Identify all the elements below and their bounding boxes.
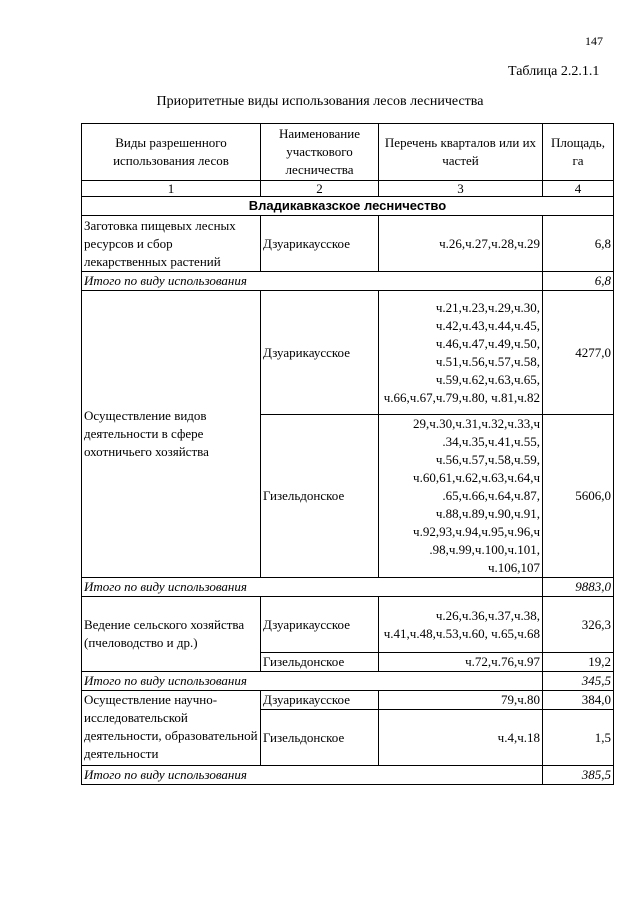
quarters-cell: ч.4,ч.18 (379, 710, 543, 766)
table-row (82, 691, 614, 710)
forest-use-table (81, 123, 614, 785)
total-value: 6,8 (543, 272, 614, 291)
quarters-cell: ч.21,ч.23,ч.29,ч.30, ч.42,ч.43,ч.44,ч.45, ч.46,ч.47,ч.49,ч.50, ч.51,ч.56,ч.57,ч.58, ч.59,ч.62,ч.63,ч.65, ч.66,ч.67,ч.79,ч.80, ч.81,ч.82 (379, 291, 543, 415)
table-row (82, 216, 614, 272)
area-cell: 1,5 (543, 710, 614, 766)
total-value: 385,5 (543, 766, 614, 785)
table-title: Приоритетные виды использования лесов лесничества (156, 94, 484, 109)
table-label: Таблица 2.2.1.1 (508, 64, 600, 79)
total-label: Итого по виду использования (82, 766, 543, 785)
header-quarters: Перечень кварталов или их частей (379, 124, 543, 181)
total-row (82, 766, 614, 785)
total-label: Итого по виду использования (82, 272, 543, 291)
forestry-cell: Гизельдонское (261, 653, 379, 672)
area-cell: 6,8 (543, 216, 614, 272)
total-row (82, 672, 614, 691)
forestry-cell: Гизельдонское (261, 415, 379, 578)
total-label: Итого по виду использования (82, 672, 543, 691)
quarters-cell: ч.26,ч.27,ч.28,ч.29 (379, 216, 543, 272)
total-row (82, 578, 614, 597)
table-row (82, 291, 614, 415)
area-cell: 4277,0 (543, 291, 614, 415)
column-number: 3 (379, 181, 543, 197)
area-cell: 384,0 (543, 691, 614, 710)
section-header: Владикавказское лесничество (82, 197, 614, 216)
quarters-cell: 79,ч.80 (379, 691, 543, 710)
use-type-cell: Ведение сельского хозяйства (пчеловодство и др.) (82, 597, 261, 672)
quarters-cell: ч.26,ч.36,ч.37,ч.38, ч.41,ч.48,ч.53,ч.60, ч.65,ч.68 (379, 597, 543, 653)
area-cell: 326,3 (543, 597, 614, 653)
table-row (82, 597, 614, 653)
column-number: 2 (261, 181, 379, 197)
area-cell: 5606,0 (543, 415, 614, 578)
column-number: 4 (543, 181, 614, 197)
forestry-cell: Дзуарикаусское (261, 291, 379, 415)
header-use-type: Виды разрешенного использования лесов (82, 124, 261, 181)
page-number: 147 (585, 34, 603, 48)
use-type-cell: Заготовка пищевых лесных ресурсов и сбор лекарственных растений (82, 216, 261, 272)
forestry-cell: Дзуарикаусское (261, 597, 379, 653)
forestry-cell: Дзуарикаусское (261, 691, 379, 710)
quarters-cell: 29,ч.30,ч.31,ч.32,ч.33,ч .34,ч.35,ч.41,ч.55, ч.56,ч.57,ч.58,ч.59, ч.60,61,ч.62,ч.63,ч.64,ч .65,ч.66,ч.64,ч.87, ч.88,ч.89,ч.90,ч.91, ч.92,93,ч.94,ч.95,ч.96,ч .98,ч.99,ч.100,ч.101, ч.106,107 (379, 415, 543, 578)
header-area: Площадь, га (543, 124, 614, 181)
total-value: 345,5 (543, 672, 614, 691)
total-value: 9883,0 (543, 578, 614, 597)
forestry-cell: Дзуарикаусское (261, 216, 379, 272)
header-forestry: Наименование участкового лесничества (261, 124, 379, 181)
column-number: 1 (82, 181, 261, 197)
use-type-cell: Осуществление научно-исследовательской деятельности, образовательной деятельности (82, 691, 261, 766)
forestry-cell: Гизельдонское (261, 710, 379, 766)
use-type-cell: Осуществление видов деятельности в сфере охотничьего хозяйства (82, 291, 261, 578)
quarters-cell: ч.72,ч.76,ч.97 (379, 653, 543, 672)
total-row (82, 272, 614, 291)
area-cell: 19,2 (543, 653, 614, 672)
total-label: Итого по виду использования (82, 578, 543, 597)
